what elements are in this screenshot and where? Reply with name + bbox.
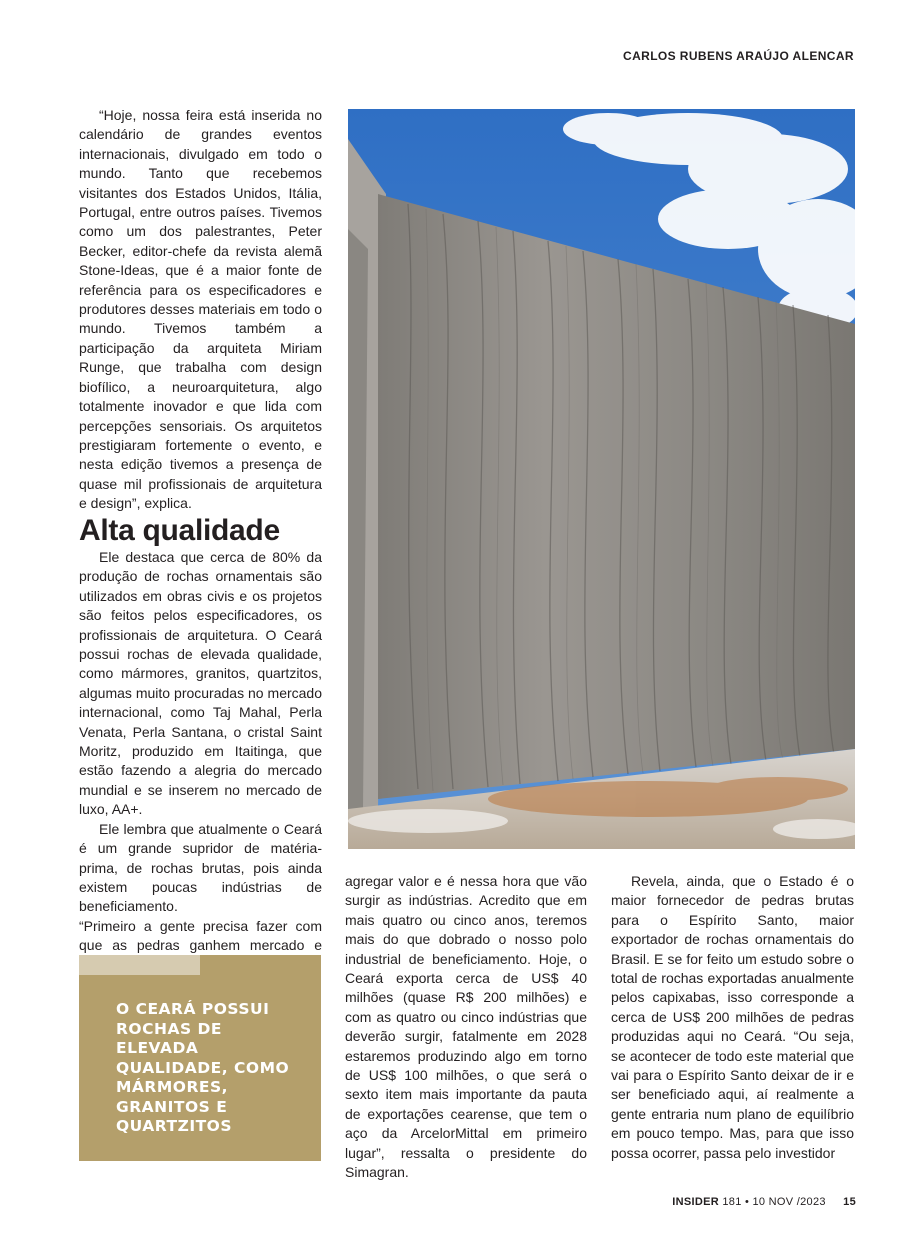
author-name: CARLOS RUBENS ARAÚJO ALENCAR [623,49,854,63]
magazine-name: INSIDER [672,1196,719,1208]
pull-quote-box [79,955,321,1161]
issue-info: 181 • 10 NOV /2023 [722,1196,826,1208]
page-number: 15 [843,1196,856,1208]
body-paragraph: “Primeiro a gente precisa fazer com que as pedras ganhem mercado e [79,917,322,954]
subheading: Alta qualidade [79,514,280,547]
column-2 [345,872,587,1183]
body-paragraph: Revela, ainda, que o Estado é o maior fornecedor de pedras brutas para o Espírito Santo, maior exportador de rochas ornamentais do Brasil. E se for feito um estudo sobre o total de rochas exportadas anualmente pelos capixabas, isso corresponde a cerca de US$ 200 milhões de pedras produzidas aqui no Ceará. “Ou seja, se acontecer de todo este material que vai para o Espírito Santo deixar de ir e ser beneficiado aqui, aí realmente a gente entraria num plano de equilíbrio em pouco tempo. Mas, para que isso possa ocorrer, passa pelo investidor [611,873,854,1161]
body-paragraph: Ele destaca que cerca de 80% da produção de rochas ornamentais são utilizados em obras civis e os projetos são feitos pelos especificadores, os profissionais de arquitetura. O Ceará possui rochas de elevada qualidade, como mármores, granitos, quartzitos, algumas muito procuradas no mercado internacional, como Taj Mahal, Perla Venata, Perla Santana, o cristal Saint Moritz, produzido em Itaitinga, que estão fazendo a alegria do mercado mundial e se inserem no mercado de luxo, AA+. [79,549,322,818]
body-paragraph: agregar valor e é nessa hora que vão surgir as indústrias. Acredito que em mais quatro ou cinco anos, teremos mais do que dobrado o nosso polo industrial de beneficiamento. Hoje, o Ceará exporta cerca de US$ 40 milhões (quase R$ 200 milhões) e com as quatro ou cinco indústrias que deverão surgir, fatalmente em 2028 estaremos produzindo algo em torno de US$ 100 milhões, o que será o sexto item mais importante da pauta de exportações cearense, que tem o aço da ArcelorMittal em primeiro lugar”, ressalta o presidente do Simagran. [345,873,587,1181]
column-1-bottom [79,548,322,975]
column-1-top [79,106,322,514]
pull-quote-text: O CEARÁ POSSUI ROCHAS DE ELEVADA QUALIDADE, COMO MÁRMORES, GRANITOS E QUARTZITOS [116,1000,290,1135]
photo-illustration [348,109,855,849]
column-3 [611,872,854,1163]
quarry-stone-block-photo [348,109,855,849]
pull-quote-tab [79,955,200,975]
body-paragraph: Ele lembra que atualmente o Ceará é um grande supridor de matéria-prima, de rochas brutas, pois ainda existem poucas indústrias de beneficiamento. [79,820,322,915]
page-footer [672,1196,856,1208]
body-paragraph: “Hoje, nossa feira está inserida no calendário de grandes eventos internacionais, divulgado em todo o mundo. Tanto que recebemos visitantes dos Estados Unidos, Itália, Portugal, entre outros países. Tivemos como um dos palestrantes, Peter Becker, editor-chefe da revista alemã Stone-Ideas, que é a maior fonte de referência para os especificadores e produtores desses materiais em todo o mundo. Tivemos também a participação da arquiteta Miriam Runge, que trabalha com design biofílico, a neuroarquitetura, algo totalmente inovador e que lida com percepções sensoriais. Os arquitetos prestigiaram fortemente o evento, e nesta edição tivemos a presença de quase mil profissionais de arquitetura e design”, explica. [79,107,322,512]
